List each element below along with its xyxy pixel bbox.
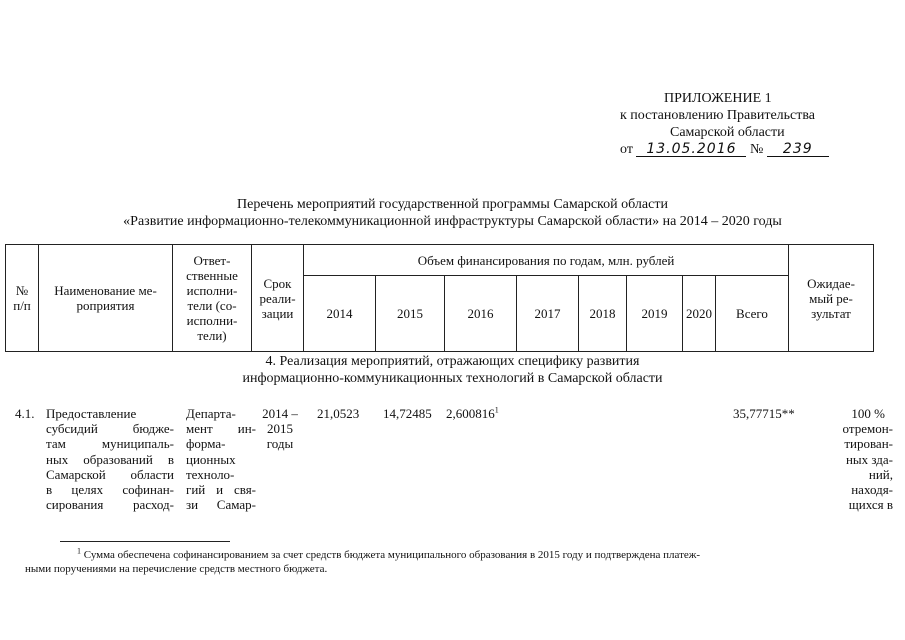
- row-result: 100 % отремон- тирован- ных зда- ний, находя- щихся в: [842, 406, 893, 513]
- row-number: 4.1.: [15, 406, 35, 421]
- header-executor: Ответ- ственные исполни- тели (со- исполни- тели): [173, 245, 252, 352]
- footnote-divider: [60, 541, 230, 542]
- appendix-line-1: к постановлению Правительства: [620, 108, 816, 123]
- header-funding: Объем финансирования по годам, млн. рублей: [304, 245, 789, 276]
- section-heading: [0, 353, 905, 387]
- document-title: [0, 196, 905, 230]
- appendix-line-2: Самарской области: [670, 125, 785, 140]
- row-name: Предоставление субсидий бюдже- там муниципаль- ных образований в Самарской области в целях софинан- сирования расход-: [46, 406, 174, 513]
- section-line-2: информационно-коммуникационных технологий в Самарской области: [242, 371, 663, 386]
- title-line-1: Перечень мероприятий государственной программы Самарской области: [237, 197, 668, 212]
- header-year-2015: 2015: [376, 276, 445, 352]
- date-prefix: от: [620, 142, 633, 157]
- header-result: Ожидае- мый ре- зультат: [789, 245, 874, 352]
- row-value-2015: 14,72485: [383, 406, 432, 421]
- header-name: Наименование ме- роприятия: [39, 245, 173, 352]
- header-table: [5, 244, 874, 352]
- header-term: Срок реали- зации: [252, 245, 304, 352]
- footnote: [25, 548, 855, 576]
- appendix-date-line: [620, 141, 860, 158]
- number-value: 239: [767, 142, 829, 157]
- header-year-2014: 2014: [304, 276, 376, 352]
- footnote-mark: 1: [77, 546, 81, 556]
- row-term: 2014 – 2015 годы: [262, 406, 298, 452]
- header-year-2018: 2018: [579, 276, 627, 352]
- row-executor: Департа- мент ин- форма- ционных техноло- гий и свя- зи Самар-: [186, 406, 256, 513]
- header-num: № п/п: [6, 245, 39, 352]
- row-value-2014: 21,0523: [317, 406, 360, 421]
- title-line-2: «Развитие информационно-телекоммуникационной инфраструктуры Самарской области» на 2014 – 2020 годы: [123, 214, 782, 229]
- appendix-heading: ПРИЛОЖЕНИЕ 1: [664, 91, 772, 106]
- section-line-1: 4. Реализация мероприятий, отражающих специфику развития: [265, 354, 640, 369]
- header-year-2016: 2016: [445, 276, 517, 352]
- row-value-2016: 2,600816$^1$: [446, 405, 499, 421]
- appendix-block: [620, 90, 860, 158]
- date-value: 13.05.2016: [636, 142, 746, 157]
- header-year-2019: 2019: [627, 276, 683, 352]
- header-year-2017: 2017: [517, 276, 579, 352]
- footnote-text: Сумма обеспечена софинансированием за счет средств бюджета муниципального образования в 2015 году и подтверждена платеж-: [83, 549, 701, 561]
- row-total: 35,77715**: [733, 406, 795, 421]
- footnote-ref: 1: [494, 405, 499, 415]
- footnote-text-2: ными поручениями на перечисление средств местного бюджета.: [25, 563, 328, 575]
- header-total: Всего: [716, 276, 789, 352]
- header-year-2020: 2020: [683, 276, 716, 352]
- number-prefix: №: [749, 142, 764, 157]
